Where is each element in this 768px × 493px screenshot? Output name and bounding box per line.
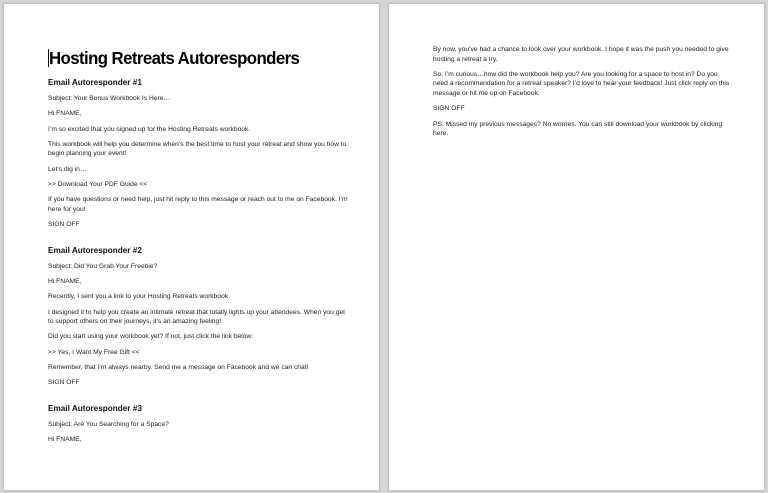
- call-to-action-link: >> Yes, I Want My Free Gift <<: [48, 348, 140, 356]
- document-title-text: Hosting Retreats Autoresponders: [48, 48, 300, 68]
- autoresponder-section-1: [48, 78, 349, 230]
- subject-line: Subject: Your Bonus Workbook Is Here…: [48, 95, 171, 102]
- greeting: Hi FNAME,: [48, 436, 82, 444]
- autoresponder-section-2: [48, 246, 349, 388]
- page-1-content: [48, 48, 349, 450]
- autoresponder-section-3: [48, 404, 349, 445]
- sign-off: SIGN OFF: [48, 379, 80, 387]
- sign-off: SIGN OFF: [433, 105, 465, 113]
- section-heading: Email Autoresponder #2: [48, 245, 142, 255]
- body-paragraph: I designed it to help you create an intimate retreat that totally lights up your attendees. When you get to support others on their journeys, it’s an amazing feeling!: [48, 308, 346, 326]
- subject-line: Subject: Did You Grab Your Freebie?: [48, 262, 158, 270]
- subject-line: Subject: Are You Searching for a Space?: [48, 420, 169, 428]
- greeting: Hi FNAME,: [48, 110, 82, 118]
- body-paragraph: If you have questions or need help, just hit reply to this message or reach out to me on Facebook. I’m here for you!: [48, 196, 348, 213]
- body-paragraph: Recently, I sent you a link to your Hosting Retreats workbook.: [48, 293, 231, 301]
- call-to-action-link: >> Download Your PDF Guide <<: [48, 181, 148, 188]
- document-title: [48, 48, 337, 68]
- body-paragraph: So, I’m curious…how did the workbook help you? Are you looking for a space to host in? Do you need a recommendation for a retreat speaker? I’d love to hear your feedback! Just click reply on this message or hit me up on Facebook.: [433, 70, 730, 98]
- body-paragraph: Remember, that I’m always nearby. Send me a message on Facebook and we can chat!: [48, 364, 309, 372]
- body-paragraph: Did you start using your workbook yet? If not, just click the link below:: [48, 333, 254, 341]
- body-paragraph: I’m so excited that you signed up for the Hosting Retreats workbook.: [48, 125, 251, 133]
- page-2-content: [433, 45, 734, 145]
- section-heading: Email Autoresponder #1: [48, 78, 142, 87]
- postscript: PS: Missed my previous messages? No worries. You can still download your workbook by clicking here.: [433, 120, 723, 138]
- section-heading: Email Autoresponder #3: [48, 403, 142, 413]
- sign-off: SIGN OFF: [48, 221, 80, 229]
- body-paragraph: This workbook will help you determine when’s the best time to host your retreat and show you how to begin planning your event!: [48, 140, 347, 158]
- document-page-2[interactable]: [388, 3, 765, 491]
- body-paragraph: Let’s dig in…: [48, 165, 87, 173]
- body-paragraph: By now, you’ve had a chance to look over your workbook. I hope it was the push you needed to give hosting a retreat a try.: [433, 46, 729, 63]
- greeting: Hi FNAME,: [48, 278, 82, 286]
- document-page-1[interactable]: [3, 3, 380, 491]
